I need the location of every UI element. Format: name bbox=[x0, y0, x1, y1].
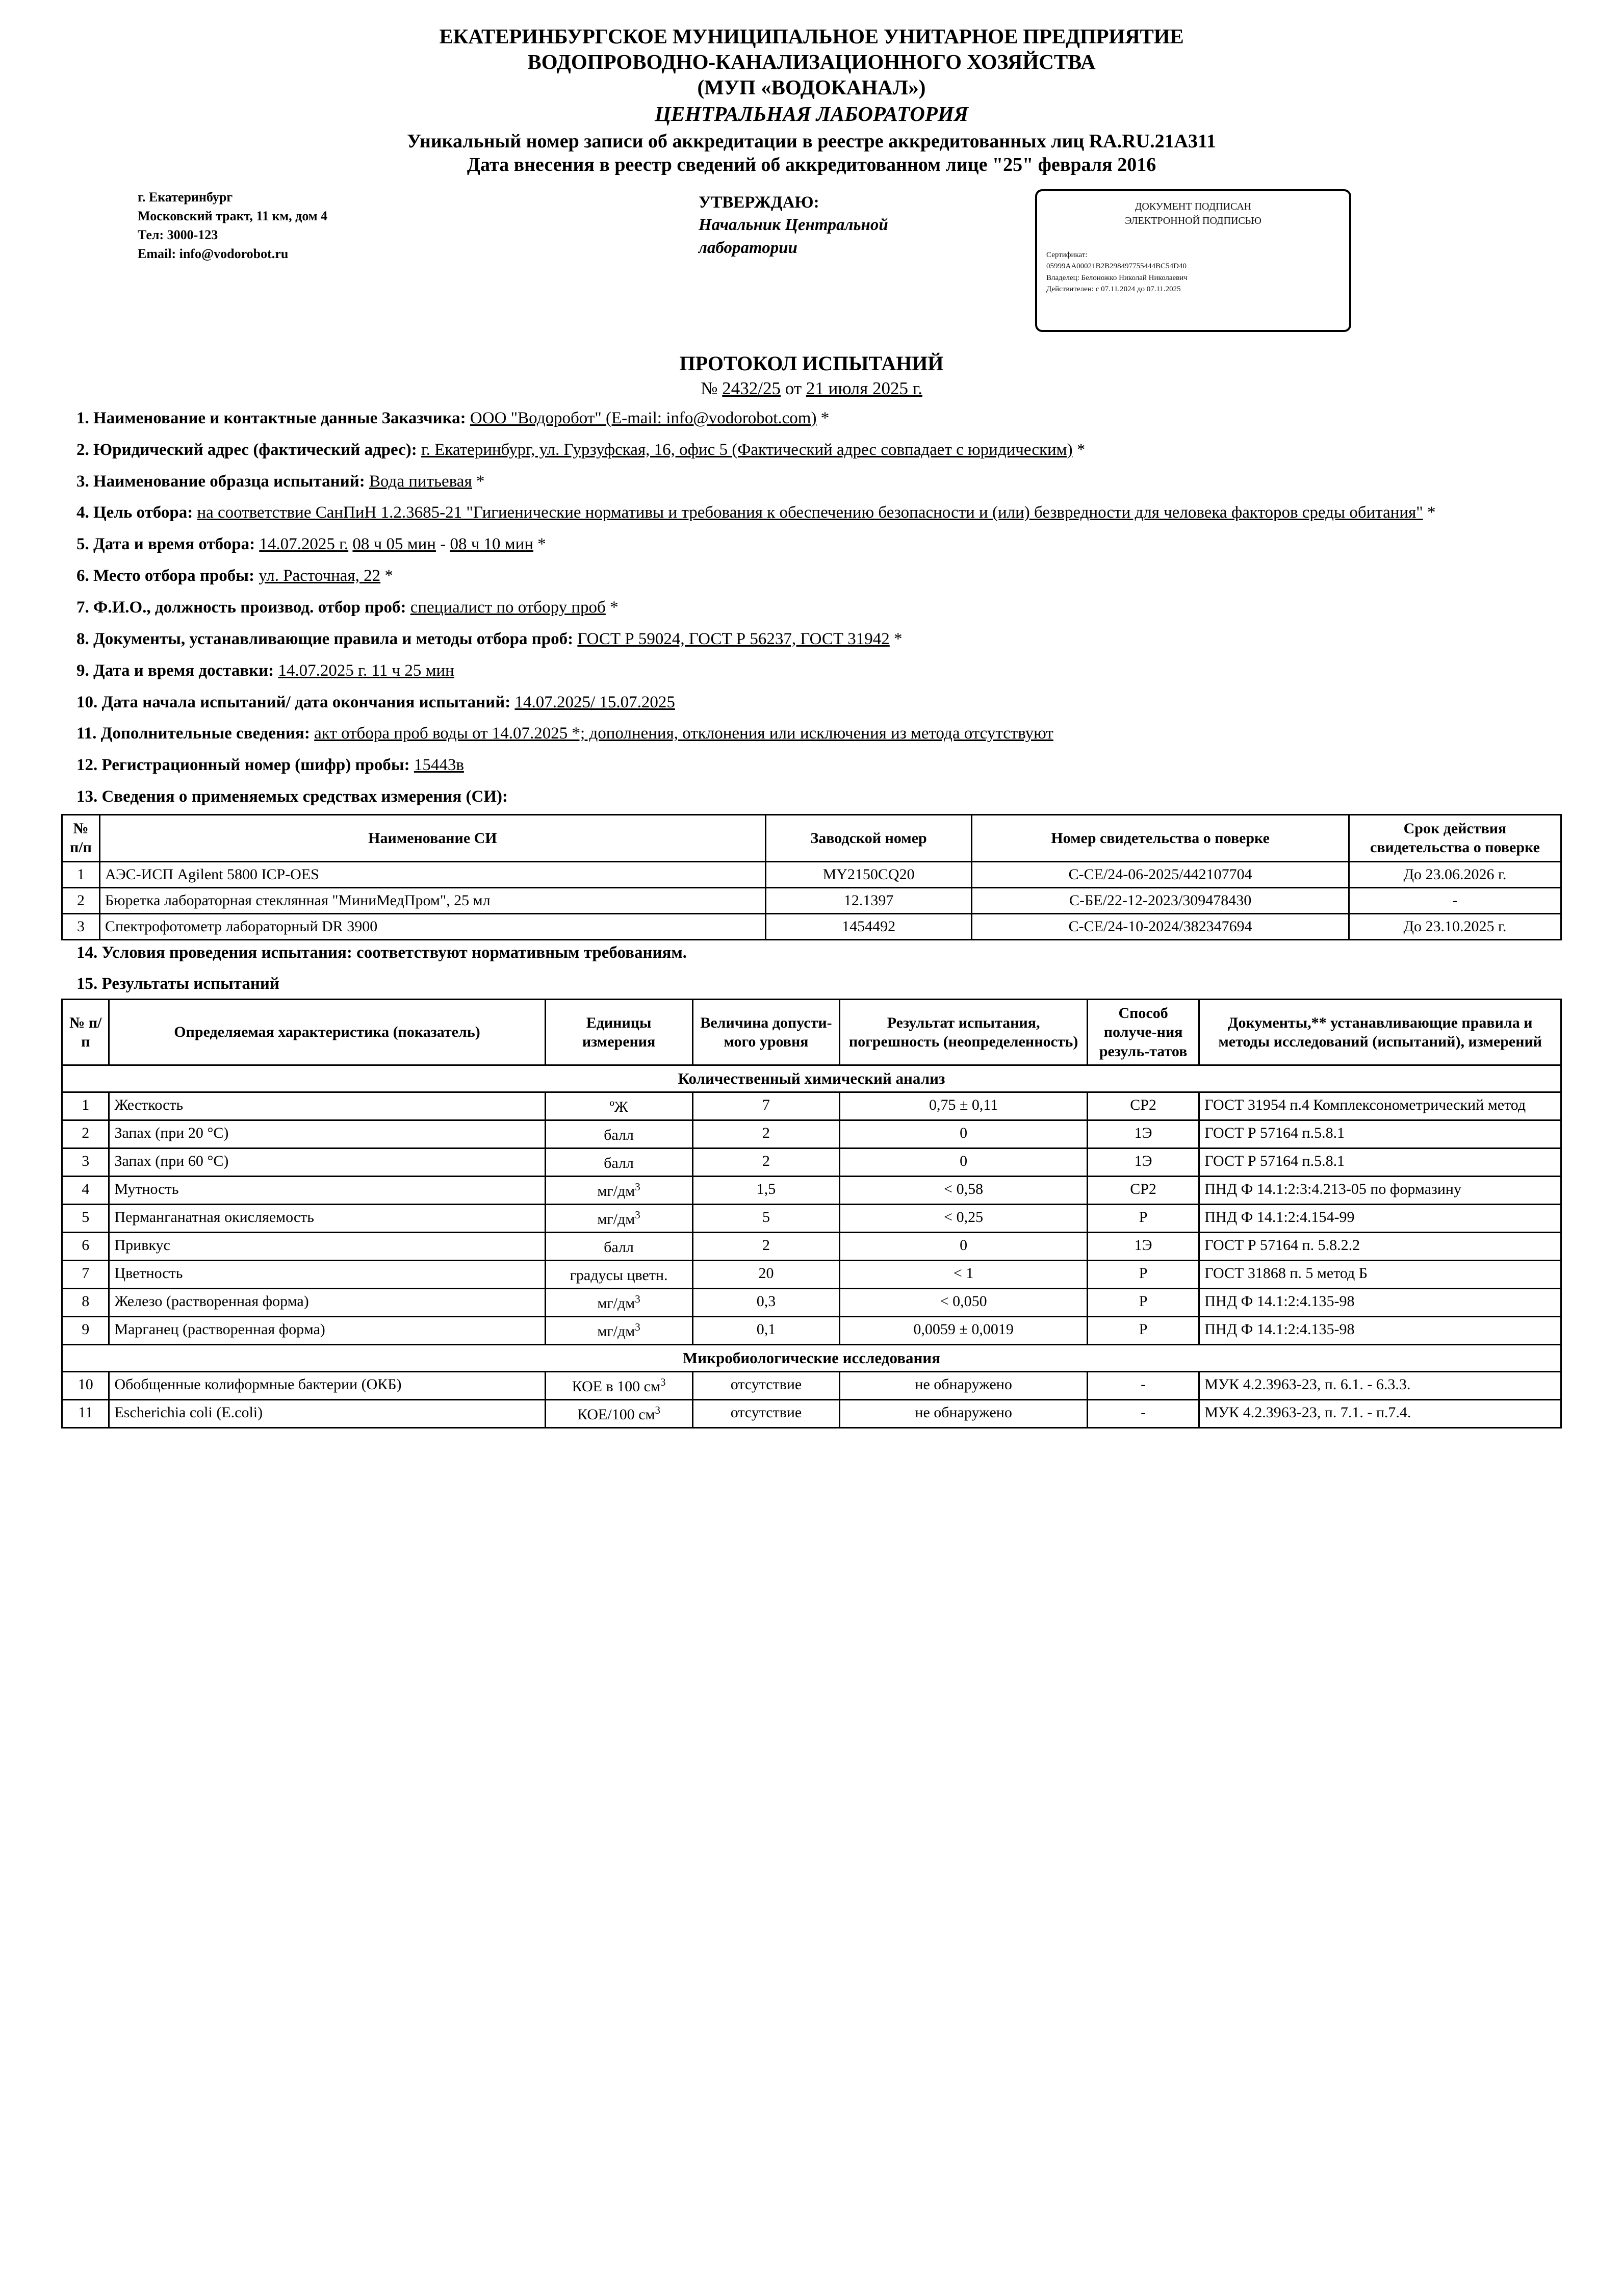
approval-title: УТВЕРЖДАЮ: bbox=[699, 193, 819, 212]
table-row bbox=[62, 861, 1561, 887]
res-row-8-units bbox=[545, 1289, 692, 1317]
org-line-3: (МУП «ВОДОКАНАЛ») bbox=[697, 75, 926, 99]
res-row-5-units-text: мг/дм bbox=[597, 1211, 635, 1228]
item-3-value: Вода питьевая bbox=[369, 472, 472, 491]
address-email: Email: info@vodorobot.ru bbox=[138, 246, 289, 261]
table-row bbox=[62, 1205, 1561, 1233]
org-line-1: ЕКАТЕРИНБУРГСКОЕ МУНИЦИПАЛЬНОЕ УНИТАРНОЕ ПРЕДПРИЯТИЕ bbox=[439, 24, 1184, 48]
table-row bbox=[62, 1120, 1561, 1149]
res-row-10-characteristic: Обобщенные колиформные бактерии (ОКБ) bbox=[109, 1372, 545, 1400]
res-row-1-result: 0,75 ± 0,11 bbox=[840, 1092, 1087, 1120]
results-section-header-microbiological bbox=[62, 1345, 1561, 1372]
item-11 bbox=[61, 722, 1562, 746]
item-10-value: 14.07.2025/ 15.07.2025 bbox=[514, 693, 675, 711]
res-row-7-limit: 20 bbox=[692, 1261, 840, 1289]
res-row-11-method: - bbox=[1087, 1400, 1199, 1428]
certificate-label: Сертификат: bbox=[1046, 250, 1088, 259]
item-8-label: 8. Документы, устанавливающие правила и методы отбора проб: bbox=[76, 629, 574, 648]
res-row-1-limit: 7 bbox=[692, 1092, 840, 1120]
item-12 bbox=[61, 753, 1562, 777]
si-row-1-n: 1 bbox=[62, 861, 100, 887]
page-title: ПРОТОКОЛ ИСПЫТАНИЙ bbox=[679, 351, 944, 375]
address-city: г. Екатеринбург bbox=[138, 189, 233, 205]
res-row-9-units-sup: 3 bbox=[635, 1321, 640, 1334]
res-row-8-docs: ПНД Ф 14.1:2:4.135-98 bbox=[1199, 1289, 1561, 1317]
res-row-2-docs: ГОСТ Р 57164 п.5.8.1 bbox=[1199, 1120, 1561, 1149]
res-row-10-docs: МУК 4.2.3963-23, п. 6.1. - 6.3.3. bbox=[1199, 1372, 1561, 1400]
item-2 bbox=[61, 438, 1562, 462]
results-header-n: № п/п bbox=[62, 999, 109, 1065]
si-row-2-validity: - bbox=[1349, 887, 1561, 913]
res-row-1-n: 1 bbox=[62, 1092, 109, 1120]
item-10-label: 10. Дата начала испытаний/ дата окончания испытаний: bbox=[76, 693, 511, 711]
org-line-4: ЦЕНТРАЛЬНАЯ ЛАБОРАТОРИЯ bbox=[655, 102, 968, 126]
res-row-4-method: СР2 bbox=[1087, 1177, 1199, 1205]
res-row-11-result: не обнаружено bbox=[840, 1400, 1087, 1428]
res-row-1-docs: ГОСТ 31954 п.4 Комплексонометрический метод bbox=[1199, 1092, 1561, 1120]
table-row bbox=[62, 1289, 1561, 1317]
res-row-10-units bbox=[545, 1372, 692, 1400]
res-row-4-docs: ПНД Ф 14.1:2:3:4.213-05 по формазину bbox=[1199, 1177, 1561, 1205]
table-row bbox=[62, 887, 1561, 913]
res-row-11-units-text: КОЕ/100 см bbox=[577, 1406, 655, 1423]
results-header-method: Способ получе-ния резуль-татов bbox=[1087, 999, 1199, 1065]
section-label-microbiological: Микробиологические исследования bbox=[62, 1345, 1561, 1372]
si-row-1-name: АЭС-ИСП Agilent 5800 ICP-OES bbox=[99, 861, 765, 887]
res-row-8-units-text: мг/дм bbox=[597, 1295, 635, 1312]
res-row-2-method: 1Э bbox=[1087, 1120, 1199, 1149]
res-row-5-n: 5 bbox=[62, 1205, 109, 1233]
res-row-11-docs: МУК 4.2.3963-23, п. 7.1. - п.7.4. bbox=[1199, 1400, 1561, 1428]
item-2-value: г. Екатеринбург, ул. Гурзуфская, 16, офис 5 (Фактический адрес совпадает с юридическим) bbox=[421, 440, 1073, 459]
res-row-10-n: 10 bbox=[62, 1372, 109, 1400]
res-row-5-units bbox=[545, 1205, 692, 1233]
res-row-2-units-text: балл bbox=[604, 1127, 634, 1144]
res-row-8-result: < 0,050 bbox=[840, 1289, 1087, 1317]
item-15: 15. Результаты испытаний bbox=[76, 974, 279, 993]
res-row-9-limit: 0,1 bbox=[692, 1317, 840, 1345]
res-row-2-units bbox=[545, 1120, 692, 1149]
res-row-7-units bbox=[545, 1261, 692, 1289]
signature-details bbox=[1046, 249, 1340, 295]
organization-header bbox=[61, 23, 1562, 177]
item-7 bbox=[61, 596, 1562, 620]
signature-heading-line-2: ЭЛЕКТРОННОЙ ПОДПИСЬЮ bbox=[1125, 215, 1261, 226]
res-row-7-result: < 1 bbox=[840, 1261, 1087, 1289]
table-row bbox=[62, 1233, 1561, 1261]
res-row-2-characteristic: Запах (при 20 °С) bbox=[109, 1120, 545, 1149]
accreditation-number: Уникальный номер записи об аккредитации в реестре аккредитованных лиц RA.RU.21А311 bbox=[407, 131, 1216, 152]
res-row-10-result: не обнаружено bbox=[840, 1372, 1087, 1400]
res-row-8-units-sup: 3 bbox=[635, 1293, 640, 1306]
si-row-2-serial: 12.1397 bbox=[765, 887, 971, 913]
res-row-11-n: 11 bbox=[62, 1400, 109, 1428]
res-row-2-n: 2 bbox=[62, 1120, 109, 1149]
org-line-2: ВОДОПРОВОДНО-КАНАЛИЗАЦИОННОГО ХОЗЯЙСТВА bbox=[527, 50, 1096, 74]
item-11-label: 11. Дополнительные сведения: bbox=[76, 724, 310, 743]
res-row-10-units-sup: 3 bbox=[660, 1376, 666, 1389]
res-row-3-units bbox=[545, 1149, 692, 1177]
res-row-3-method: 1Э bbox=[1087, 1149, 1199, 1177]
res-row-9-characteristic: Марганец (растворенная форма) bbox=[109, 1317, 545, 1345]
res-row-8-n: 8 bbox=[62, 1289, 109, 1317]
certificate-value: 05999AA00021B2B298497755444BC54D40 bbox=[1046, 262, 1187, 271]
item-5-date: 14.07.2025 г. bbox=[259, 535, 349, 554]
res-row-9-method: Р bbox=[1087, 1317, 1199, 1345]
res-row-6-n: 6 bbox=[62, 1233, 109, 1261]
si-row-2-n: 2 bbox=[62, 887, 100, 913]
lab-address bbox=[61, 188, 699, 264]
item-6-label: 6. Место отбора пробы: bbox=[76, 567, 254, 585]
item-8-tail: * bbox=[894, 629, 903, 648]
res-row-7-characteristic: Цветность bbox=[109, 1261, 545, 1289]
res-row-11-units-sup: 3 bbox=[655, 1404, 661, 1417]
address-phone: Тел: 3000-123 bbox=[138, 227, 218, 242]
item-5 bbox=[61, 532, 1562, 556]
res-row-6-method: 1Э bbox=[1087, 1233, 1199, 1261]
approval-position-line-2: лаборатории bbox=[699, 238, 797, 257]
res-row-9-docs: ПНД Ф 14.1:2:4.135-98 bbox=[1199, 1317, 1561, 1345]
certificate-owner: Владелец: Белоножко Николай Николаевич bbox=[1046, 273, 1188, 282]
item-4-label: 4. Цель отбора: bbox=[76, 503, 193, 522]
si-header-name: Наименование СИ bbox=[99, 814, 765, 861]
si-row-1-serial: MY2150CQ20 bbox=[765, 861, 971, 887]
table-row bbox=[62, 1372, 1561, 1400]
item-1-tail: * bbox=[820, 409, 830, 427]
item-12-value: 15443в bbox=[414, 756, 464, 775]
protocol-number: 2432/25 bbox=[722, 378, 781, 398]
item-5-label: 5. Дата и время отбора: bbox=[76, 535, 255, 554]
res-row-3-characteristic: Запах (при 60 °С) bbox=[109, 1149, 545, 1177]
res-row-6-docs: ГОСТ Р 57164 п. 5.8.2.2 bbox=[1199, 1233, 1561, 1261]
si-row-3-name: Спектрофотометр лабораторный DR 3900 bbox=[99, 913, 765, 939]
res-row-2-limit: 2 bbox=[692, 1120, 840, 1149]
res-row-8-limit: 0,3 bbox=[692, 1289, 840, 1317]
protocol-number-line bbox=[61, 378, 1562, 399]
item-5-time-from: 08 ч 05 мин bbox=[352, 535, 436, 554]
table-row bbox=[62, 1317, 1561, 1345]
res-row-1-units bbox=[545, 1092, 692, 1120]
certificate-validity: Действителен: с 07.11.2024 до 07.11.2025 bbox=[1046, 285, 1181, 294]
item-6 bbox=[61, 564, 1562, 588]
section-label-chemical: Количественный химический анализ bbox=[62, 1065, 1561, 1092]
protocol-date: 21 июля 2025 г. bbox=[806, 378, 922, 398]
si-header-serial: Заводской номер bbox=[765, 814, 971, 861]
results-section-header-chemical bbox=[62, 1065, 1561, 1092]
item-9-value: 14.07.2025 г. 11 ч 25 мин bbox=[278, 661, 454, 680]
res-row-10-method: - bbox=[1087, 1372, 1199, 1400]
address-street: Московский тракт, 11 км, дом 4 bbox=[138, 208, 328, 223]
item-9 bbox=[61, 659, 1562, 683]
item-9-label: 9. Дата и время доставки: bbox=[76, 661, 274, 680]
item-12-label: 12. Регистрационный номер (шифр) пробы: bbox=[76, 756, 410, 775]
res-row-9-units bbox=[545, 1317, 692, 1345]
res-row-9-n: 9 bbox=[62, 1317, 109, 1345]
res-row-4-result: < 0,58 bbox=[840, 1177, 1087, 1205]
res-row-11-limit: отсутствие bbox=[692, 1400, 840, 1428]
accreditation-date: Дата внесения в реестр сведений об аккредитованном лице "25" февраля 2016 bbox=[467, 154, 1156, 176]
res-row-5-units-sup: 3 bbox=[635, 1209, 640, 1221]
table-row bbox=[62, 1261, 1561, 1289]
electronic-signature-stamp bbox=[1035, 189, 1351, 332]
item-4 bbox=[61, 501, 1562, 525]
item-8 bbox=[61, 627, 1562, 651]
res-row-4-characteristic: Мутность bbox=[109, 1177, 545, 1205]
item-7-value: специалист по отбору проб bbox=[410, 598, 606, 617]
results-header-result: Результат испытания, погрешность (неопределенность) bbox=[840, 999, 1087, 1065]
item-3 bbox=[61, 470, 1562, 494]
res-row-4-units bbox=[545, 1177, 692, 1205]
si-row-3-certificate: С-СЕ/24-10-2024/382347694 bbox=[972, 913, 1349, 939]
res-row-4-units-sup: 3 bbox=[635, 1181, 640, 1193]
res-row-5-result: < 0,25 bbox=[840, 1205, 1087, 1233]
item-4-tail: * bbox=[1427, 503, 1436, 522]
res-row-6-units-text: балл bbox=[604, 1239, 634, 1256]
res-row-2-result: 0 bbox=[840, 1120, 1087, 1149]
si-row-1-certificate: С-СЕ/24-06-2025/442107704 bbox=[972, 861, 1349, 887]
res-row-1-units-text: ºЖ bbox=[609, 1099, 628, 1116]
res-row-8-method: Р bbox=[1087, 1289, 1199, 1317]
item-13-label: 13. Сведения о применяемых средствах измерения (СИ): bbox=[76, 787, 508, 806]
results-header-docs: Документы,** устанавливающие правила и методы исследований (испытаний), измерений bbox=[1199, 999, 1561, 1065]
signature-heading-line-1: ДОКУМЕНТ ПОДПИСАН bbox=[1135, 200, 1252, 212]
item-5-dash: - bbox=[435, 535, 450, 554]
res-row-3-docs: ГОСТ Р 57164 п.5.8.1 bbox=[1199, 1149, 1561, 1177]
item-3-tail: * bbox=[476, 472, 485, 491]
res-row-3-limit: 2 bbox=[692, 1149, 840, 1177]
table-row bbox=[62, 913, 1561, 939]
item-14: 14. Условия проведения испытания: соответствуют нормативным требованиям. bbox=[76, 943, 687, 962]
approval-block bbox=[699, 188, 1035, 260]
res-row-4-limit: 1,5 bbox=[692, 1177, 840, 1205]
res-row-1-method: СР2 bbox=[1087, 1092, 1199, 1120]
res-row-8-characteristic: Железо (растворенная форма) bbox=[109, 1289, 545, 1317]
res-row-6-units bbox=[545, 1233, 692, 1261]
res-row-6-result: 0 bbox=[840, 1233, 1087, 1261]
info-block bbox=[61, 188, 1562, 332]
approval-position-line-1: Начальник Центральной bbox=[699, 216, 888, 235]
si-header-certificate: Номер свидетельства о поверке bbox=[972, 814, 1349, 861]
table-row bbox=[62, 1177, 1561, 1205]
si-row-3-validity: До 23.10.2025 г. bbox=[1349, 913, 1561, 939]
protocol-number-prefix: № bbox=[701, 378, 723, 398]
res-row-11-units bbox=[545, 1400, 692, 1428]
si-row-3-serial: 1454492 bbox=[765, 913, 971, 939]
item-5-time-to: 08 ч 10 мин bbox=[450, 535, 534, 554]
si-table-header-row bbox=[62, 814, 1561, 861]
item-2-label: 2. Юридический адрес (фактический адрес): bbox=[76, 440, 417, 459]
res-row-6-limit: 2 bbox=[692, 1233, 840, 1261]
item-10 bbox=[61, 691, 1562, 715]
res-row-10-units-text: КОЕ в 100 см bbox=[572, 1378, 660, 1395]
res-row-9-units-text: мг/дм bbox=[597, 1323, 635, 1340]
res-row-6-characteristic: Привкус bbox=[109, 1233, 545, 1261]
item-13 bbox=[61, 785, 1562, 809]
res-row-10-limit: отсутствие bbox=[692, 1372, 840, 1400]
res-row-3-result: 0 bbox=[840, 1149, 1087, 1177]
res-row-3-units-text: балл bbox=[604, 1155, 634, 1172]
item-1-label: 1. Наименование и контактные данные Заказчика: bbox=[76, 409, 466, 427]
results-table-header-row bbox=[62, 999, 1561, 1065]
res-row-7-docs: ГОСТ 31868 п. 5 метод Б bbox=[1199, 1261, 1561, 1289]
res-row-5-method: Р bbox=[1087, 1205, 1199, 1233]
item-6-value: ул. Расточная, 22 bbox=[259, 567, 381, 585]
si-row-2-certificate: С-БЕ/22-12-2023/309478430 bbox=[972, 887, 1349, 913]
res-row-7-method: Р bbox=[1087, 1261, 1199, 1289]
si-row-1-validity: До 23.06.2026 г. bbox=[1349, 861, 1561, 887]
si-row-3-n: 3 bbox=[62, 913, 100, 939]
res-row-4-n: 4 bbox=[62, 1177, 109, 1205]
si-header-n: № п/п bbox=[62, 814, 100, 861]
res-row-7-units-text: градусы цветн. bbox=[570, 1267, 668, 1284]
res-row-5-limit: 5 bbox=[692, 1205, 840, 1233]
res-row-4-units-text: мг/дм bbox=[597, 1183, 635, 1200]
item-1 bbox=[61, 406, 1562, 430]
signature-heading bbox=[1046, 199, 1340, 228]
item-2-tail: * bbox=[1076, 440, 1086, 459]
protocol-date-prefix: от bbox=[781, 378, 806, 398]
item-5-tail: * bbox=[537, 535, 546, 554]
table-row bbox=[62, 1400, 1561, 1428]
table-row bbox=[62, 1092, 1561, 1120]
item-6-tail: * bbox=[384, 567, 393, 585]
res-row-11-characteristic: Escherichia coli (E.coli) bbox=[109, 1400, 545, 1428]
item-1-value: ООО "Водоробот" (E-mail: info@vodorobot.com) bbox=[470, 409, 817, 427]
results-header-units: Единицы измерения bbox=[545, 999, 692, 1065]
results-header-characteristic: Определяемая характеристика (показатель) bbox=[109, 999, 545, 1065]
measuring-instruments-table bbox=[61, 814, 1562, 940]
si-row-2-name: Бюретка лабораторная стеклянная "МиниМедПром", 25 мл bbox=[99, 887, 765, 913]
res-row-1-characteristic: Жесткость bbox=[109, 1092, 545, 1120]
res-row-7-n: 7 bbox=[62, 1261, 109, 1289]
si-header-validity: Срок действия свидетельства о поверке bbox=[1349, 814, 1561, 861]
item-11-value: акт отбора проб воды от 14.07.2025 *; дополнения, отклонения или исключения из метода отсутствуют bbox=[314, 724, 1053, 743]
res-row-9-result: 0,0059 ± 0,0019 bbox=[840, 1317, 1087, 1345]
res-row-5-docs: ПНД Ф 14.1:2:4.154-99 bbox=[1199, 1205, 1561, 1233]
item-8-value: ГОСТ Р 59024, ГОСТ Р 56237, ГОСТ 31942 bbox=[577, 629, 890, 648]
results-table bbox=[61, 999, 1562, 1429]
item-3-label: 3. Наименование образца испытаний: bbox=[76, 472, 365, 491]
item-7-label: 7. Ф.И.О., должность производ. отбор проб: bbox=[76, 598, 406, 617]
res-row-3-n: 3 bbox=[62, 1149, 109, 1177]
item-4-value: на соответствие СанПиН 1.2.3685-21 "Гигиенические нормативы и требования к обеспечению безопасности и (или) безвредности для человека факторов среды обитания" bbox=[197, 503, 1423, 522]
res-row-5-characteristic: Перманганатная окисляемость bbox=[109, 1205, 545, 1233]
results-header-limit: Величина допусти-мого уровня bbox=[692, 999, 840, 1065]
item-7-tail: * bbox=[610, 598, 619, 617]
table-row bbox=[62, 1149, 1561, 1177]
